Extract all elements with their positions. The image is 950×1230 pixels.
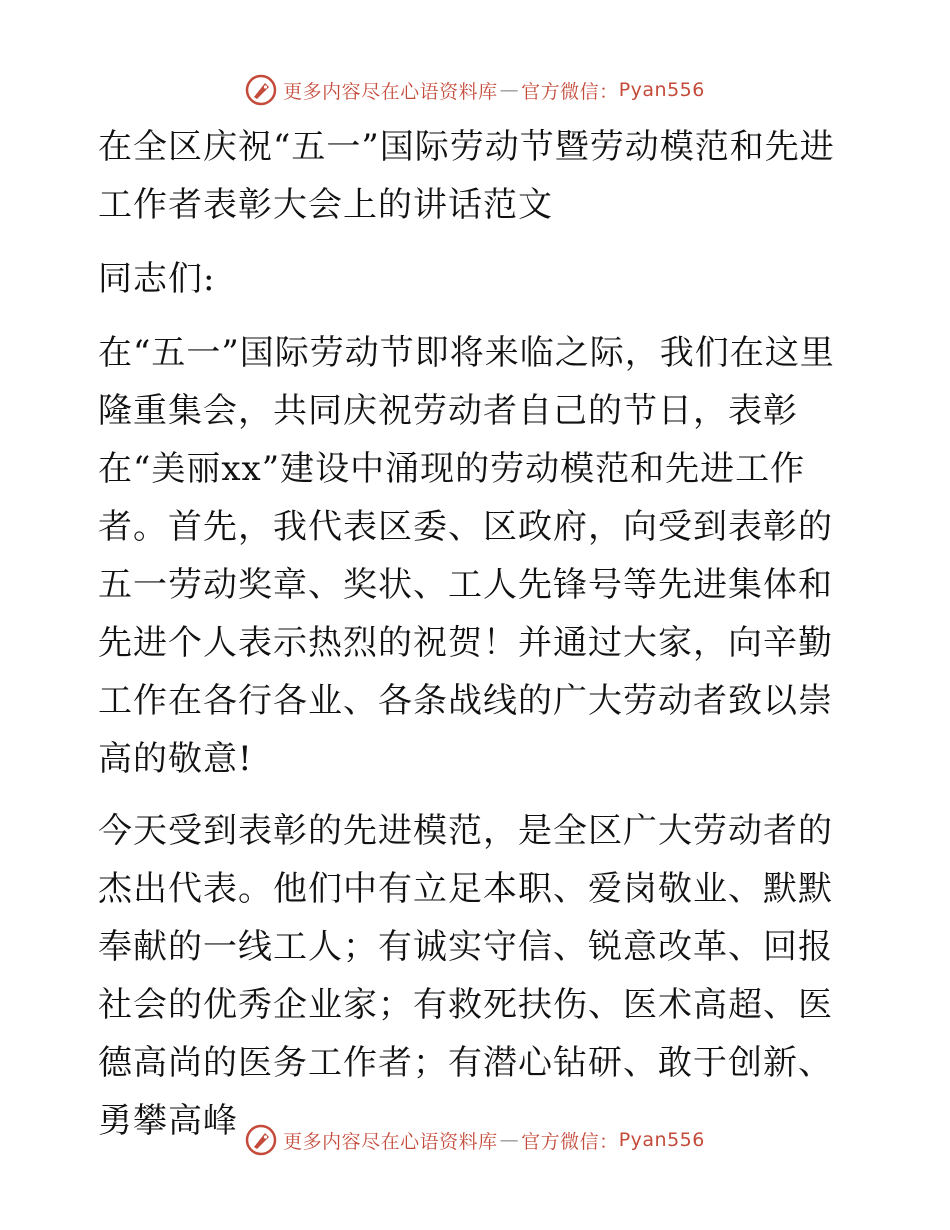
watermark-wechat-id: Pyan556 (618, 1129, 705, 1151)
footer-watermark (0, 1120, 950, 1160)
pen-nib-logo-icon (245, 74, 277, 106)
watermark-separator: — (499, 79, 520, 101)
salutation: 同志们: (98, 259, 216, 299)
watermark-text: 更多内容尽在心语资料库 (283, 1130, 498, 1153)
pen-nib-logo-icon (245, 1124, 277, 1156)
watermark-wechat-label: 官方微信： (521, 1130, 619, 1153)
paragraph-1: 在“五一”国际劳动节即将来临之际，我们在这里隆重集会，共同庆祝劳动者自己的节日，表彰在“美丽xx”建设中涌现的劳动模范和先进工作者。首先，我代表区委、区政府，向受到表彰的五一劳动奖章、奖状、工人先锋号等先进集体和先进个人表示热烈的祝贺！并通过大家，向辛勤工作在各行各业、各条战线的广大劳动者致以崇高的敬意! (98, 333, 835, 779)
watermark-separator: — (499, 1129, 520, 1151)
header-watermark (0, 70, 950, 110)
watermark-wechat-label: 官方微信： (521, 80, 619, 103)
watermark-text: 更多内容尽在心语资料库 (283, 80, 498, 103)
paragraph-2: 今天受到表彰的先进模范，是全区广大劳动者的杰出代表。他们中有立足本职、爱岗敬业、默默奉献的一线工人；有诚实守信、锐意改革、回报社会的优秀企业家；有救死扶伤、医术高超、医德高尚的医务工作者；有潜心钻研、敢于创新、勇攀高峰 (98, 811, 833, 1141)
watermark-wechat-id: Pyan556 (618, 79, 705, 101)
document-body (98, 118, 853, 1164)
document-title: 在全区庆祝“五一”国际劳动节暨劳动模范和先进工作者表彰大会上的讲话范文 (98, 127, 835, 225)
